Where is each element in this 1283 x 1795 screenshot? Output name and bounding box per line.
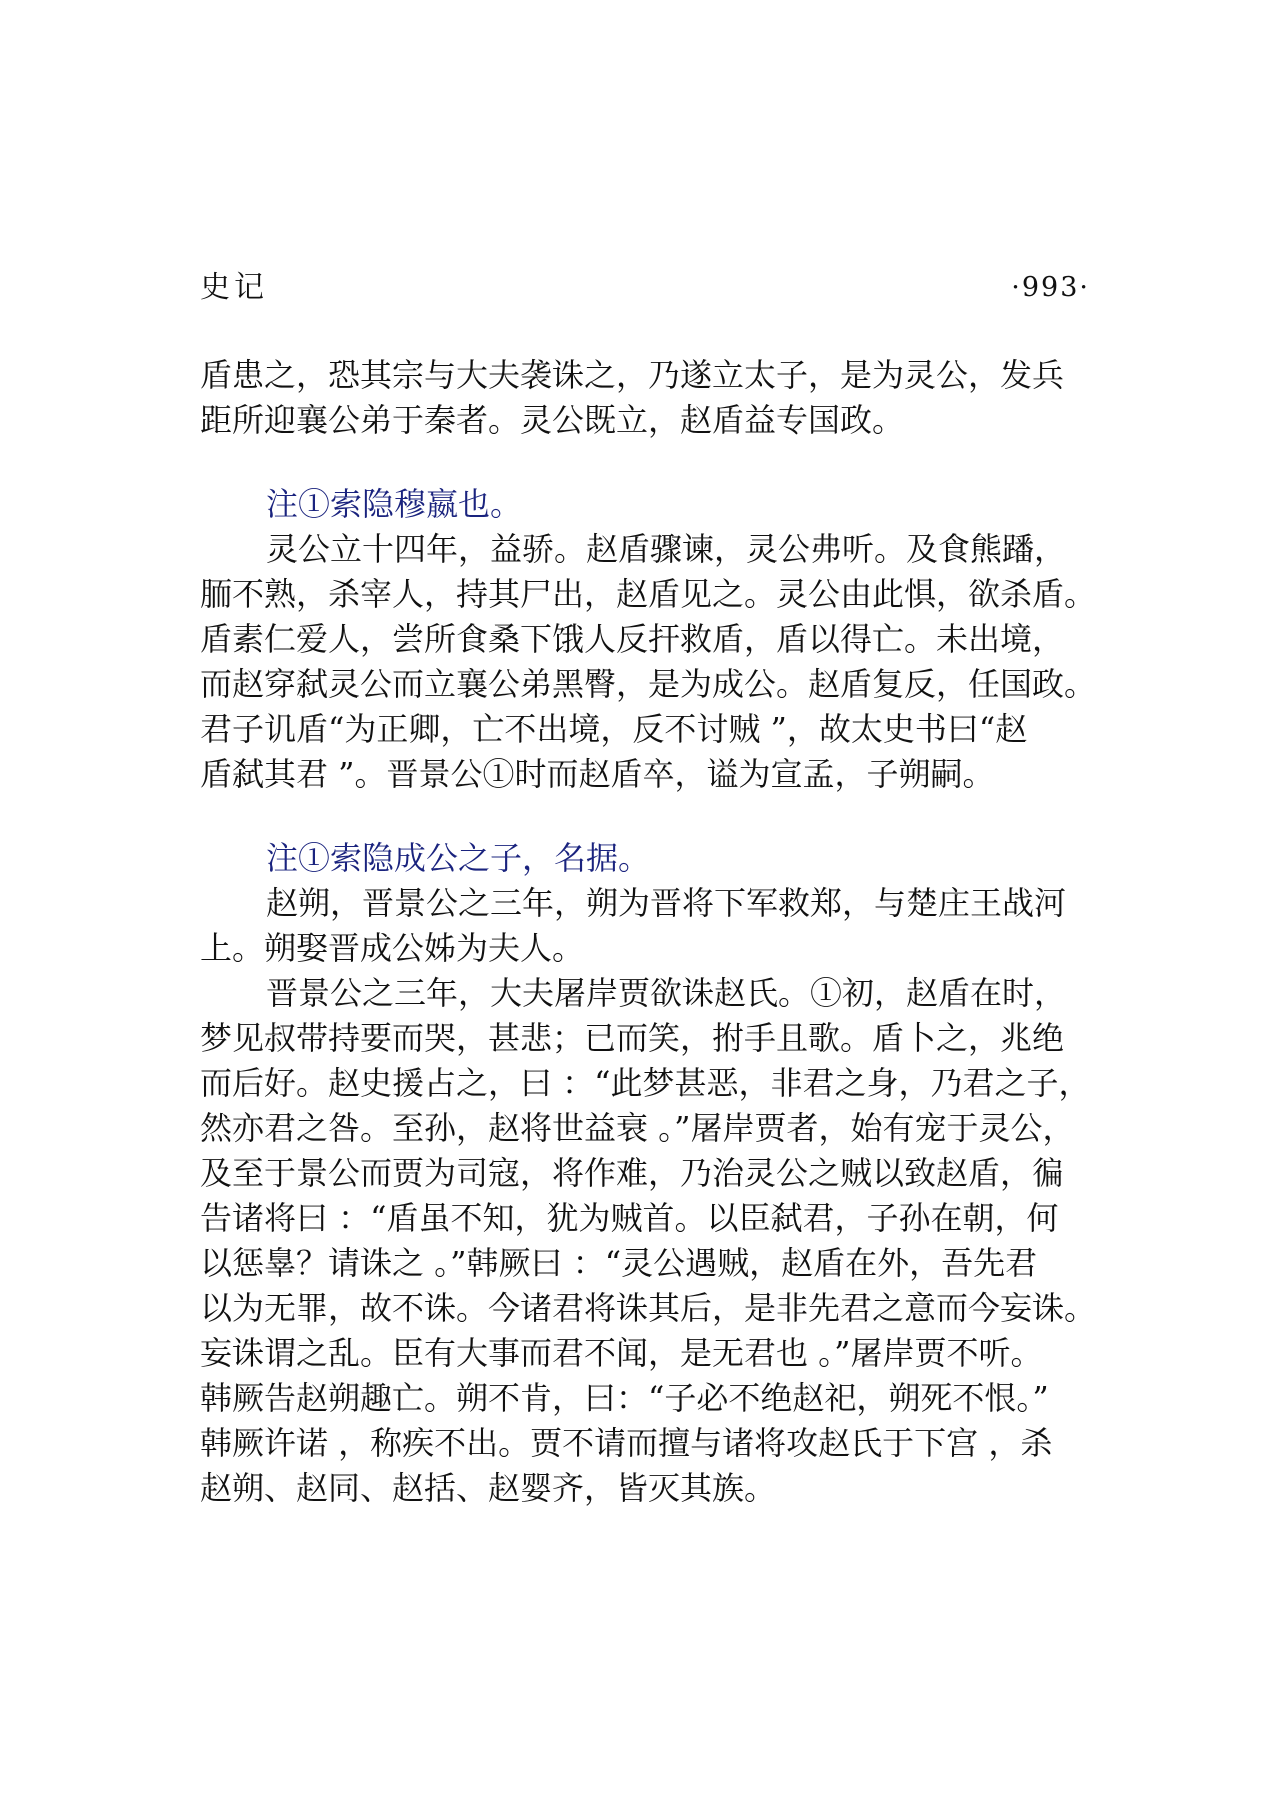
text-line: 灵公立十四年，益骄。赵盾骤谏，灵公弗听。及食熊蹯， <box>266 530 1067 568</box>
text-line: 以惩辠？请诛之 。”韩厥曰 ：“灵公遇贼，赵盾在外，吾先君 <box>200 1244 1038 1282</box>
text-line: 韩厥告赵朔趣亡。朔不肯，曰：“子必不绝赵祀，朔死不恨。” <box>200 1379 1049 1417</box>
text-line: 盾弑其君 ”。晋景公①时而赵盾卒，谥为宣孟，子朔嗣。 <box>200 755 995 793</box>
text-line: 妄诛谓之乱。臣有大事而君不闻，是无君也 。”屠岸贾不听。 <box>200 1334 1043 1372</box>
annotation-note: 注①索隐穆嬴也。 <box>266 485 523 523</box>
text-line: 以为无罪，故不诛。今诸君将诛其后，是非先君之意而今妄诛。 <box>200 1289 1097 1327</box>
text-line: 上。朔娶晋成公姊为夫人。 <box>200 929 585 967</box>
text-line: 而赵穿弑灵公而立襄公弟黑臀，是为成公。赵盾复反，任国政。 <box>200 665 1097 703</box>
body-text <box>200 353 1120 1511</box>
text-line: 而后好。赵史援占之，曰 ：“此梦甚恶，非君之身，乃君之子， <box>200 1064 1091 1102</box>
text-line: 晋景公之三年，大夫屠岸贾欲诛赵氏。①初，赵盾在时， <box>266 974 1067 1012</box>
text-line: 盾患之，恐其宗与大夫袭诛之，乃遂立太子，是为灵公，发兵 <box>200 356 1065 394</box>
paragraph-gap <box>200 797 1120 836</box>
text-line: 韩厥许诺 ，称疾不出。贾不请而擅与诸将攻赵氏于下宫 ，杀 <box>200 1424 1053 1462</box>
paragraph-gap <box>200 443 1120 482</box>
text-line: 盾素仁爱人，尝所食桑下饿人反扞救盾，盾以得亡。未出境， <box>200 620 1065 658</box>
page-number: ·993· <box>1011 272 1090 303</box>
text-line: 君子讥盾“为正卿，亡不出境，反不讨贼 ”，故太史书曰“赵 <box>200 710 1028 748</box>
annotation-note: 注①索隐成公之子，名据。 <box>266 839 651 877</box>
text-line: 赵朔，晋景公之三年，朔为晋将下军救郑，与楚庄王战河 <box>266 884 1067 922</box>
text-line: 胹不熟，杀宰人，持其尸出，赵盾见之。灵公由此惧，欲杀盾。 <box>200 575 1097 613</box>
page-header <box>200 268 1090 308</box>
text-line: 然亦君之咎。至孙，赵将世益衰 。”屠岸贾者，始有宠于灵公， <box>200 1109 1075 1147</box>
text-line: 距所迎襄公弟于秦者。灵公既立，赵盾益专国政。 <box>200 401 905 439</box>
text-line: 告诸将曰 ：“盾虽不知，犹为贼首。以臣弑君，子孙在朝，何 <box>200 1199 1059 1237</box>
text-line: 梦见叔带持要而哭，甚悲；已而笑，拊手且歌。盾卜之，兆绝 <box>200 1019 1065 1057</box>
text-line: 赵朔、赵同、赵括、赵婴齐，皆灭其族。 <box>200 1469 777 1507</box>
text-line: 及至于景公而贾为司寇，将作难，乃治灵公之贼以致赵盾，徧 <box>200 1154 1065 1192</box>
book-title: 史记 <box>200 270 268 305</box>
